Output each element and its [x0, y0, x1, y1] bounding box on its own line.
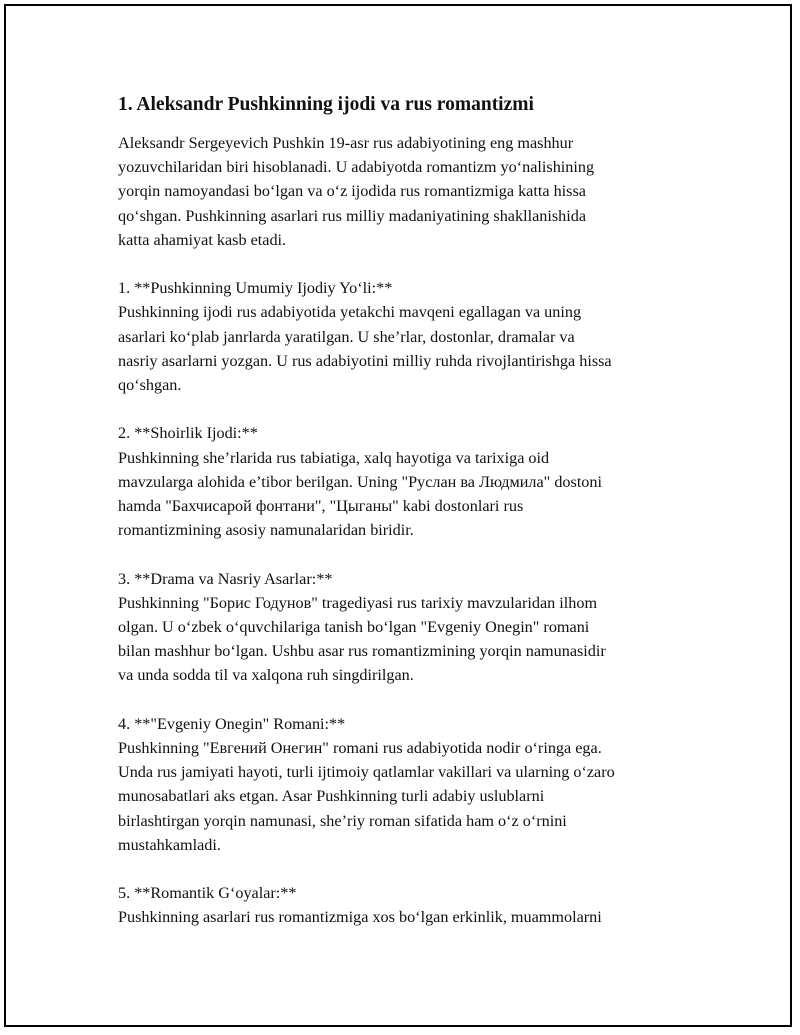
section-heading: 5. **Romantik G‘oyalar:**: [118, 884, 297, 903]
section-2: [118, 421, 698, 542]
section-heading: 3. **Drama va Nasriy Asarlar:**: [118, 569, 333, 588]
section-paragraph: Pushkinning "Борис Годунов" tragediyasi rus tarixiy mavzularidan ilhom olgan. U o‘zbek o‘quvchilariga tanish bo‘lgan "Evgeniy Onegin" romani bilan mashhur bo‘lgan. Ushbu asar rus romantizmining yorqin namunasidir va unda sodda til va xalqona ruh singdirilgan.: [118, 593, 606, 685]
section-1: [118, 276, 698, 397]
section-4: [118, 712, 698, 857]
section-paragraph: Pushkinning ijodi rus adabiyotida yetakchi mavqeni egallagan va uning asarlari ko‘plab janrlarda yaratilgan. U she’rlar, dostonlar, dramalar va nasriy asarlarni yozgan. U rus adabiyotini milliy ruhda rivojlantirishga hissa qo‘shgan.: [118, 303, 612, 395]
section-heading: 2. **Shoirlik Ijodi:**: [118, 424, 258, 443]
section-3: [118, 567, 698, 688]
section-paragraph: Pushkinning "Евгений Онегин" romani rus adabiyotida nodir o‘ringa ega. Unda rus jamiyati hayoti, turli ijtimoiy qatlamlar vakillari va ularning o‘zaro munosabatlari aks etgan. Asar Pushkinning turli adabiy uslublarni birlashtirgan yorqin namunasi, she’riy roman sifatida ham o‘z o‘rnini mustahkamladi.: [118, 739, 615, 854]
section-paragraph: Pushkinning asarlari rus romantizmiga xos bo‘lgan erkinlik, muammolarni: [118, 908, 602, 927]
section-5: [118, 881, 698, 929]
section-heading: 1. **Pushkinning Umumiy Ijodiy Yo‘li:**: [118, 279, 393, 298]
intro-paragraph: Aleksandr Sergeyevich Pushkin 19-asr rus adabiyotining eng mashhur yozuvchilaridan biri hisoblanadi. U adabiyotda romantizm yo‘nalishining yorqin namoyandasi bo‘lgan va o‘z ijodida rus romantizmiga katta hissa qo‘shgan. Pushkinning asarlari rus milliy madaniyatining shakllanishida katta ahamiyat kasb etadi.: [118, 134, 595, 249]
document-title: 1. Aleksandr Pushkinning ijodi va rus romantizmi: [118, 94, 534, 115]
section-paragraph: Pushkinning she’rlarida rus tabiatiga, xalq hayotiga va tarixiga oid mavzularga alohida e’tibor berilgan. Uning "Руслан ва Людмила" dostoni hamda "Бахчисарой фонтани", "Цыганы" kabi dostonlari rus romantizmining asosiy namunalaridan biridir.: [118, 448, 602, 540]
section-heading: 4. **"Evgeniy Onegin" Romani:**: [118, 714, 346, 733]
document-body: [118, 92, 698, 954]
